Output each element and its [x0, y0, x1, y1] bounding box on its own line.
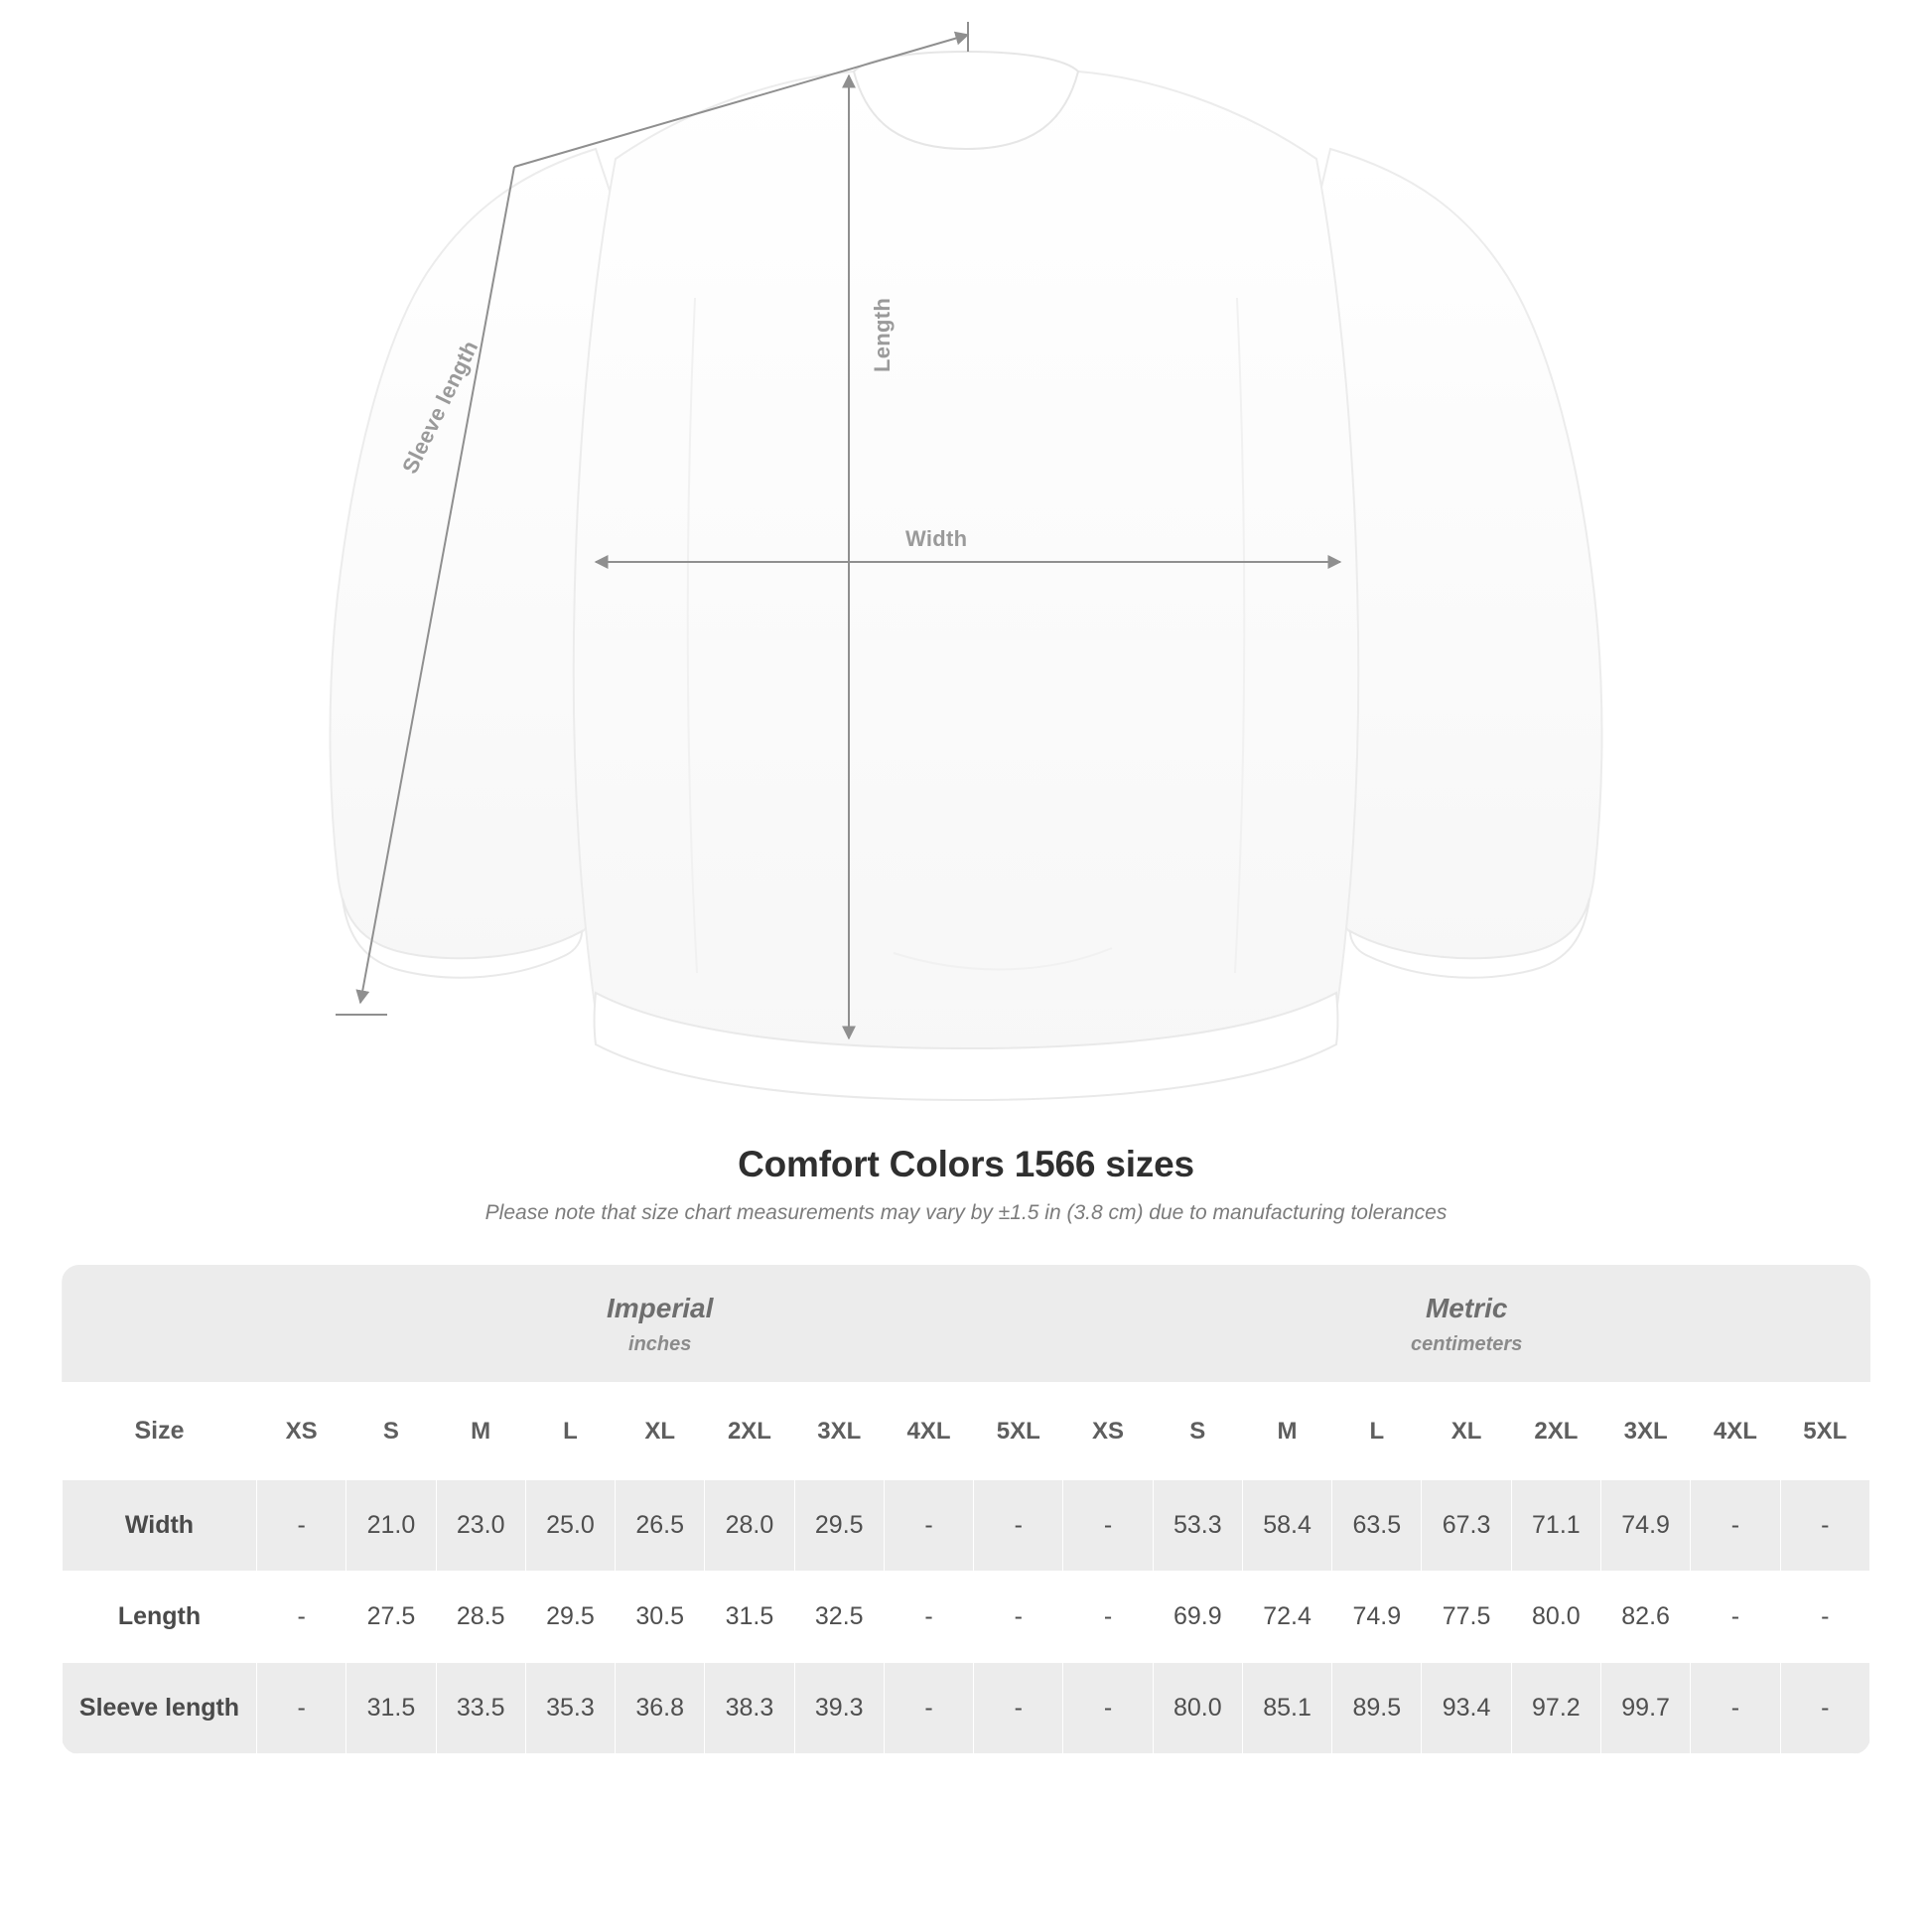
cell-length-13: 77.5 — [1422, 1572, 1511, 1663]
cell-sleeve-8: - — [974, 1663, 1063, 1754]
size-col-16: 4XL — [1691, 1383, 1780, 1480]
cell-sleeve-3: 35.3 — [525, 1663, 615, 1754]
unit-name-imperial: Imperial — [607, 1293, 714, 1323]
size-col-14: 2XL — [1511, 1383, 1600, 1480]
size-col-12: L — [1332, 1383, 1422, 1480]
unit-sub-imperial: inches — [628, 1333, 692, 1355]
cell-width-7: - — [884, 1480, 973, 1572]
cell-width-8: - — [974, 1480, 1063, 1572]
cell-length-12: 74.9 — [1332, 1572, 1422, 1663]
cell-width-1: 21.0 — [346, 1480, 436, 1572]
size-table — [62, 1265, 1870, 1754]
cell-length-17: - — [1780, 1572, 1869, 1663]
size-header-label: Size — [63, 1383, 257, 1480]
cell-width-13: 67.3 — [1422, 1480, 1511, 1572]
cell-length-0: - — [257, 1572, 346, 1663]
tolerance-note: Please note that size chart measurements may vary by ±1.5 in (3.8 cm) due to manufacturing tolerances — [484, 1201, 1448, 1224]
size-col-17: 5XL — [1780, 1383, 1869, 1480]
cell-sleeve-7: - — [884, 1663, 973, 1754]
cell-width-11: 58.4 — [1242, 1480, 1331, 1572]
size-col-2: M — [436, 1383, 525, 1480]
unit-header-imperial — [257, 1265, 1063, 1383]
cell-width-12: 63.5 — [1332, 1480, 1422, 1572]
unit-header-blank — [63, 1265, 257, 1383]
size-col-11: M — [1242, 1383, 1331, 1480]
cell-sleeve-13: 93.4 — [1422, 1663, 1511, 1754]
cell-width-9: - — [1063, 1480, 1153, 1572]
table-row — [63, 1480, 1870, 1572]
cell-sleeve-14: 97.2 — [1511, 1663, 1600, 1754]
size-col-8: 5XL — [974, 1383, 1063, 1480]
cell-width-17: - — [1780, 1480, 1869, 1572]
size-col-6: 3XL — [794, 1383, 884, 1480]
cell-sleeve-16: - — [1691, 1663, 1780, 1754]
cell-width-3: 25.0 — [525, 1480, 615, 1572]
size-col-1: S — [346, 1383, 436, 1480]
cell-sleeve-4: 36.8 — [616, 1663, 705, 1754]
cell-length-3: 29.5 — [525, 1572, 615, 1663]
cell-length-9: - — [1063, 1572, 1153, 1663]
cell-length-5: 31.5 — [705, 1572, 794, 1663]
size-col-0: XS — [257, 1383, 346, 1480]
cell-sleeve-0: - — [257, 1663, 346, 1754]
table-row — [63, 1572, 1870, 1663]
cell-width-6: 29.5 — [794, 1480, 884, 1572]
cell-sleeve-11: 85.1 — [1242, 1663, 1331, 1754]
cell-length-8: - — [974, 1572, 1063, 1663]
cell-length-4: 30.5 — [616, 1572, 705, 1663]
cell-width-16: - — [1691, 1480, 1780, 1572]
cell-sleeve-5: 38.3 — [705, 1663, 794, 1754]
cell-sleeve-1: 31.5 — [346, 1663, 436, 1754]
unit-header-metric — [1063, 1265, 1870, 1383]
cell-length-7: - — [884, 1572, 973, 1663]
size-col-7: 4XL — [884, 1383, 973, 1480]
cell-width-15: 74.9 — [1600, 1480, 1690, 1572]
size-col-13: XL — [1422, 1383, 1511, 1480]
cell-length-14: 80.0 — [1511, 1572, 1600, 1663]
cell-sleeve-9: - — [1063, 1663, 1153, 1754]
row-label-length: Length — [63, 1572, 257, 1663]
size-table-wrapper — [62, 1265, 1870, 1754]
size-header-row — [63, 1383, 1870, 1480]
size-col-15: 3XL — [1600, 1383, 1690, 1480]
cell-length-6: 32.5 — [794, 1572, 884, 1663]
title-block — [0, 1144, 1932, 1225]
size-col-4: XL — [616, 1383, 705, 1480]
cell-length-10: 69.9 — [1153, 1572, 1242, 1663]
row-label-sleeve-length: Sleeve length — [63, 1663, 257, 1754]
cell-sleeve-15: 99.7 — [1600, 1663, 1690, 1754]
size-col-10: S — [1153, 1383, 1242, 1480]
cell-length-11: 72.4 — [1242, 1572, 1331, 1663]
unit-sub-metric: centimeters — [1411, 1333, 1523, 1355]
cell-length-15: 82.6 — [1600, 1572, 1690, 1663]
sleeve-length-label: Sleeve length — [397, 337, 483, 478]
cell-width-4: 26.5 — [616, 1480, 705, 1572]
width-label: Width — [905, 526, 968, 551]
page-title: Comfort Colors 1566 sizes — [738, 1144, 1194, 1184]
cell-length-16: - — [1691, 1572, 1780, 1663]
cell-width-2: 23.0 — [436, 1480, 525, 1572]
cell-width-5: 28.0 — [705, 1480, 794, 1572]
cell-sleeve-2: 33.5 — [436, 1663, 525, 1754]
cell-sleeve-17: - — [1780, 1663, 1869, 1754]
cell-sleeve-6: 39.3 — [794, 1663, 884, 1754]
cell-sleeve-12: 89.5 — [1332, 1663, 1422, 1754]
cell-length-1: 27.5 — [346, 1572, 436, 1663]
size-col-9: XS — [1063, 1383, 1153, 1480]
table-row — [63, 1663, 1870, 1754]
size-col-5: 2XL — [705, 1383, 794, 1480]
size-col-3: L — [525, 1383, 615, 1480]
cell-width-10: 53.3 — [1153, 1480, 1242, 1572]
cell-width-14: 71.1 — [1511, 1480, 1600, 1572]
cell-sleeve-10: 80.0 — [1153, 1663, 1242, 1754]
cell-width-0: - — [257, 1480, 346, 1572]
row-label-width: Width — [63, 1480, 257, 1572]
cell-length-2: 28.5 — [436, 1572, 525, 1663]
unit-name-metric: Metric — [1425, 1293, 1508, 1323]
length-label: Length — [870, 297, 895, 372]
unit-header-row — [63, 1265, 1870, 1383]
